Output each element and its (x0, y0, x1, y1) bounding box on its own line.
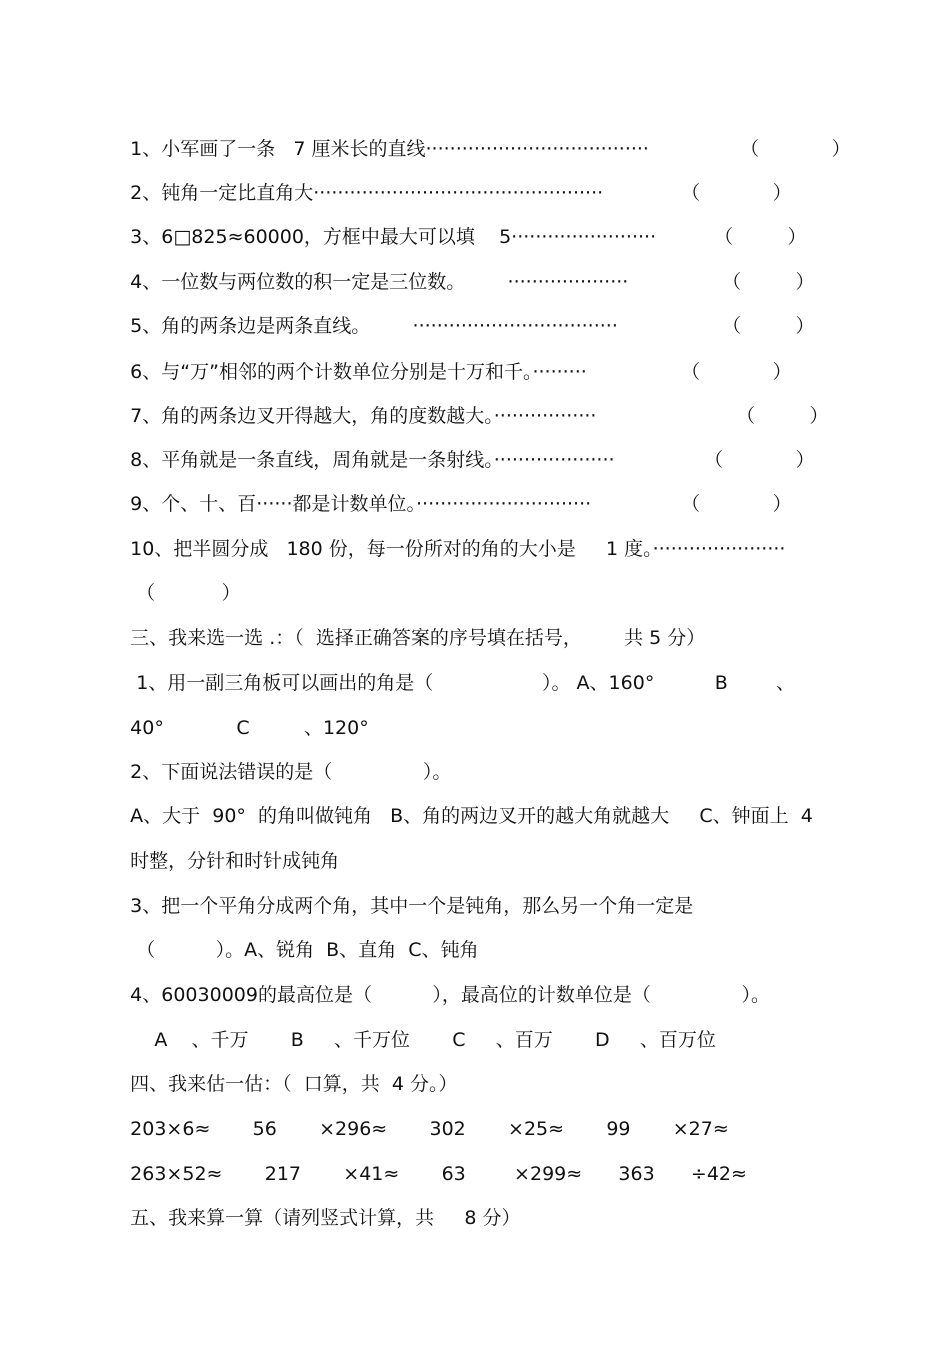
tf-answer-blank-10: （ ） (136, 582, 241, 604)
tf-answer-blank-3: （ ） (714, 226, 807, 248)
tf-answer-blank-8: （ ） (704, 449, 815, 471)
section-choose-header: 三、我来选一选 .：（ 选择正确答案的序号填在括号， 共 5 分） (130, 627, 706, 649)
choose-q4-line1: 4、60030009的最高位是（ ），最高位的计数单位是（ ）。 (130, 984, 770, 1006)
choose-q1-line2: 40° C 、120° (130, 717, 369, 739)
tf-item-text: 10、把半圆分成 180 份，每一份所对的角的大小是 1 度。······················ (130, 538, 786, 560)
choose-q3-line2: （ ）。A、锐角 B、直角 C、钝角 (130, 939, 479, 961)
choose-q3-line1: 3、把一个平角分成两个角，其中一个是钝角，那么另一个角一定是 (130, 895, 694, 917)
tf-answer-blank-7: （ ） (736, 405, 829, 427)
tf-answer-blank-9: （ ） (681, 493, 792, 515)
tf-answer-blank-2: （ ） (681, 182, 792, 204)
section-estimate-header: 四、我来估一估：（ 口算，共 4 分。） (130, 1073, 458, 1095)
choose-q2-line1: 2、下面说法错误的是（ ）。 (130, 761, 452, 783)
tf-answer-blank-6: （ ） (681, 361, 792, 383)
choose-q4-line2: A 、千万 B 、千万位 C 、百万 D 、百万位 (130, 1029, 716, 1051)
choose-q1-line1: 1、用一副三角板可以画出的角是（ ）。 A、160° B 、 (130, 672, 796, 694)
tf-item-text: 8、平角就是一条直线，周角就是一条射线。···················· (130, 449, 615, 471)
tf-item-text: 3、6□825≈60000，方框中最大可以填 5························ (130, 226, 657, 248)
choose-q2-line3: 时整，分针和时针成钝角 (130, 850, 340, 872)
tf-item-text: 1、小军画了一条 7 厘米长的直线····································· (130, 138, 649, 160)
tf-answer-blank-1: （ ） (740, 138, 851, 160)
tf-item-text: 6、与“万”相邻的两个计数单位分别是十万和千。········· (130, 361, 587, 383)
tf-item-text: 4、一位数与两位数的积一定是三位数。 ···················· (130, 271, 629, 293)
tf-item-text: 5、角的两条边是两条直线。 ·································· (130, 315, 618, 337)
tf-item-text: 2、钝角一定比直角大················································ (130, 182, 604, 204)
tf-item-text: 7、角的两条边叉开得越大，角的度数越大。················· (130, 405, 597, 427)
choose-q2-line2: A、大于 90° 的角叫做钝角 B、角的两边叉开的越大角就越大 C、钟面上 4 (130, 805, 813, 827)
estimate-row-1: 203×6≈ 56 ×296≈ 302 ×25≈ 99 ×27≈ (130, 1118, 729, 1140)
tf-item-text: 9、个、十、百······都是计数单位。····························· (130, 493, 592, 515)
tf-answer-blank-4: （ ） (722, 271, 815, 293)
tf-answer-blank-5: （ ） (722, 315, 815, 337)
estimate-row-2: 263×52≈ 217 ×41≈ 63 ×299≈ 363 ÷42≈ (130, 1163, 747, 1185)
section-calc-header: 五、我来算一算（请列竖式计算，共 8 分） (130, 1207, 521, 1229)
